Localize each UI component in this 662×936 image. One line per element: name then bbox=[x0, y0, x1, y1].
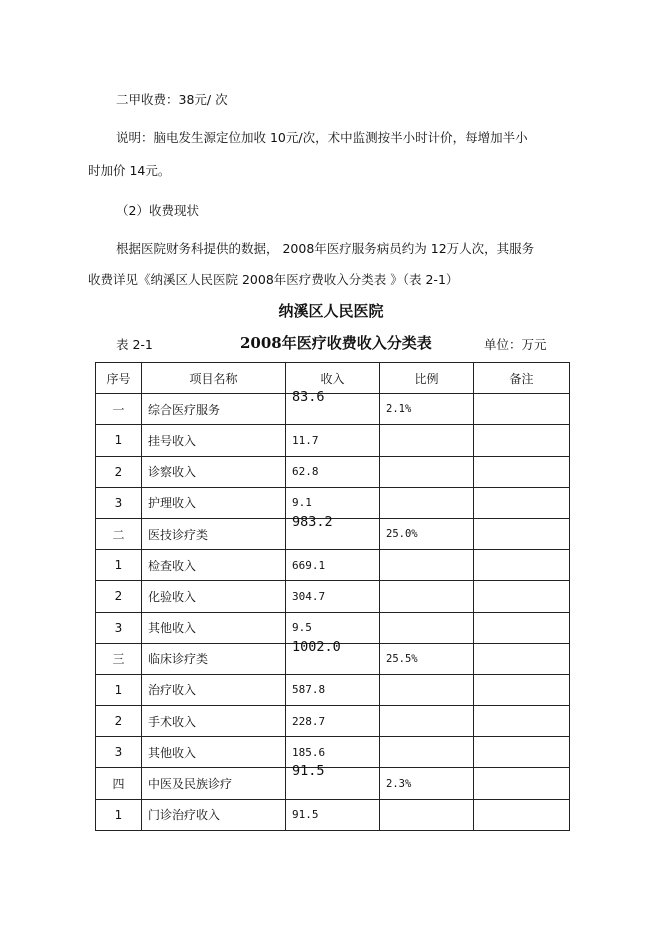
row-note bbox=[474, 643, 570, 674]
intro-line-1: 根据医院财务科提供的数据， 2008年医疗服务病员约为 12万人次，其服务 bbox=[116, 241, 535, 256]
row-income-value: 1002.0 bbox=[292, 638, 341, 655]
row-seq: 二 bbox=[96, 518, 142, 549]
note-line-1: 说明：脑电发生源定位加收 10元/次，术中监测按半小时计价，每增加半小 bbox=[116, 130, 528, 145]
row-note bbox=[474, 799, 570, 830]
row-name: 综合医疗服务 bbox=[142, 394, 286, 425]
row-name: 医技诊疗类 bbox=[142, 518, 286, 549]
table-row bbox=[96, 674, 570, 705]
row-income bbox=[286, 763, 380, 799]
row-income-value: 83.6 bbox=[292, 389, 325, 406]
table-header-row bbox=[96, 363, 570, 394]
row-seq: 2 bbox=[96, 706, 142, 737]
row-note bbox=[474, 394, 570, 425]
header-ratio: 比例 bbox=[380, 363, 474, 394]
row-income: 669.1 bbox=[286, 550, 380, 581]
row-name: 挂号收入 bbox=[142, 425, 286, 456]
row-name: 手术收入 bbox=[142, 706, 286, 737]
row-ratio: 25.0% bbox=[380, 518, 474, 549]
table-label: 表 2-1 bbox=[116, 337, 153, 352]
row-name: 临床诊疗类 bbox=[142, 643, 286, 674]
header-income: 收入 bbox=[286, 363, 380, 394]
row-income-value: 91.5 bbox=[292, 763, 325, 780]
table-row bbox=[96, 799, 570, 830]
row-seq: 1 bbox=[96, 550, 142, 581]
header-note: 备注 bbox=[474, 363, 570, 394]
row-seq: 三 bbox=[96, 643, 142, 674]
row-ratio: 2.3% bbox=[380, 768, 474, 799]
revenue-table bbox=[95, 362, 570, 831]
row-seq: 1 bbox=[96, 425, 142, 456]
row-note bbox=[474, 612, 570, 643]
row-name: 门诊治疗收入 bbox=[142, 799, 286, 830]
table-row bbox=[96, 737, 570, 768]
header-name: 项目名称 bbox=[142, 363, 286, 394]
hospital-title: 纳溪区人民医院 bbox=[278, 302, 384, 320]
row-ratio bbox=[380, 425, 474, 456]
table-title: 2008年医疗收费收入分类表 bbox=[240, 334, 432, 352]
row-seq: 3 bbox=[96, 487, 142, 518]
row-income: 62.8 bbox=[286, 456, 380, 487]
row-note bbox=[474, 581, 570, 612]
row-ratio bbox=[380, 706, 474, 737]
table-row bbox=[96, 706, 570, 737]
row-ratio bbox=[380, 612, 474, 643]
row-seq: 2 bbox=[96, 456, 142, 487]
row-seq: 3 bbox=[96, 737, 142, 768]
row-ratio: 2.1% bbox=[380, 394, 474, 425]
table-row bbox=[96, 394, 570, 425]
row-note bbox=[474, 550, 570, 581]
row-income bbox=[286, 638, 380, 674]
row-ratio bbox=[380, 737, 474, 768]
row-income: 11.7 bbox=[286, 425, 380, 456]
row-seq: 1 bbox=[96, 674, 142, 705]
row-income-value: 983.2 bbox=[292, 513, 333, 530]
row-income: 9.5 bbox=[286, 612, 380, 643]
row-income: 304.7 bbox=[286, 581, 380, 612]
row-seq: 1 bbox=[96, 799, 142, 830]
table-row bbox=[96, 643, 570, 674]
row-seq: 四 bbox=[96, 768, 142, 799]
row-name: 其他收入 bbox=[142, 737, 286, 768]
row-note bbox=[474, 518, 570, 549]
row-note bbox=[474, 737, 570, 768]
row-ratio bbox=[380, 674, 474, 705]
row-income: 9.1 bbox=[286, 487, 380, 518]
row-note bbox=[474, 487, 570, 518]
row-ratio: 25.5% bbox=[380, 643, 474, 674]
row-note bbox=[474, 425, 570, 456]
unit-label: 单位：万元 bbox=[484, 337, 547, 352]
table-row bbox=[96, 768, 570, 799]
row-name: 化验收入 bbox=[142, 581, 286, 612]
row-income bbox=[286, 389, 380, 425]
table-row bbox=[96, 550, 570, 581]
row-note bbox=[474, 456, 570, 487]
table-row bbox=[96, 425, 570, 456]
table-row bbox=[96, 518, 570, 549]
row-ratio bbox=[380, 550, 474, 581]
fee-line: 二甲收费：38元/ 次 bbox=[116, 92, 228, 107]
row-income: 228.7 bbox=[286, 706, 380, 737]
row-seq: 一 bbox=[96, 394, 142, 425]
row-income: 185.6 bbox=[286, 737, 380, 768]
row-ratio bbox=[380, 487, 474, 518]
row-seq: 3 bbox=[96, 612, 142, 643]
intro-line-2: 收费详见《纳溪区人民医院 2008年医疗费收入分类表 》（表 2-1） bbox=[88, 272, 459, 287]
row-note bbox=[474, 674, 570, 705]
header-seq: 序号 bbox=[96, 363, 142, 394]
note-line-2: 时加价 14元。 bbox=[88, 163, 171, 178]
row-ratio bbox=[380, 581, 474, 612]
row-name: 护理收入 bbox=[142, 487, 286, 518]
row-name: 治疗收入 bbox=[142, 674, 286, 705]
row-seq: 2 bbox=[96, 581, 142, 612]
row-income bbox=[286, 513, 380, 549]
row-note bbox=[474, 768, 570, 799]
section-heading: （2）收费现状 bbox=[116, 203, 199, 218]
row-name: 中医及民族诊疗 bbox=[142, 768, 286, 799]
row-name: 检查收入 bbox=[142, 550, 286, 581]
row-note bbox=[474, 706, 570, 737]
row-income: 91.5 bbox=[286, 799, 380, 830]
row-name: 其他收入 bbox=[142, 612, 286, 643]
row-name: 诊察收入 bbox=[142, 456, 286, 487]
row-ratio bbox=[380, 456, 474, 487]
table-row bbox=[96, 456, 570, 487]
table-row bbox=[96, 581, 570, 612]
row-income: 587.8 bbox=[286, 674, 380, 705]
row-ratio bbox=[380, 799, 474, 830]
